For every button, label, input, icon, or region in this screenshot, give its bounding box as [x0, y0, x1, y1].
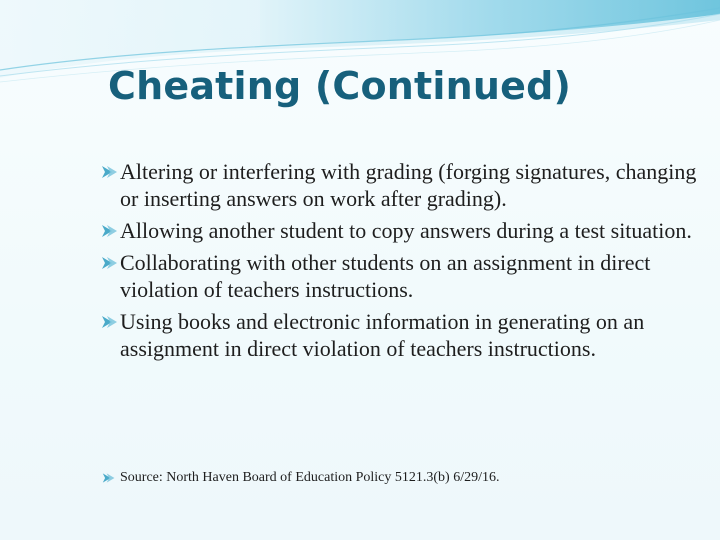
bullet-arrow-icon	[100, 313, 120, 331]
bullet-text: Using books and electronic information in generating on an assignment in direct violation of teachers instructions.	[120, 309, 645, 361]
bullet-text: Altering or interfering with grading (forging signatures, changing or inserting answers on work after grading).	[120, 159, 697, 211]
bullet-list	[100, 158, 700, 367]
bullet-arrow-icon	[100, 254, 120, 272]
bullet-arrow-icon	[100, 163, 120, 181]
slide-title: Cheating (Continued)	[108, 64, 572, 108]
source-text: Source: North Haven Board of Education Policy 5121.3(b) 6/29/16.	[120, 470, 500, 485]
source-citation	[100, 468, 720, 488]
bullet-arrow-icon	[100, 471, 118, 485]
bullet-item	[100, 308, 700, 362]
bullet-item	[100, 249, 700, 303]
bullet-text: Allowing another student to copy answers during a test situation.	[120, 218, 692, 243]
bullet-text: Collaborating with other students on an assignment in direct violation of teachers instructions.	[120, 250, 651, 302]
bullet-arrow-icon	[100, 222, 120, 240]
bullet-item	[100, 158, 700, 212]
bullet-item	[100, 217, 700, 244]
